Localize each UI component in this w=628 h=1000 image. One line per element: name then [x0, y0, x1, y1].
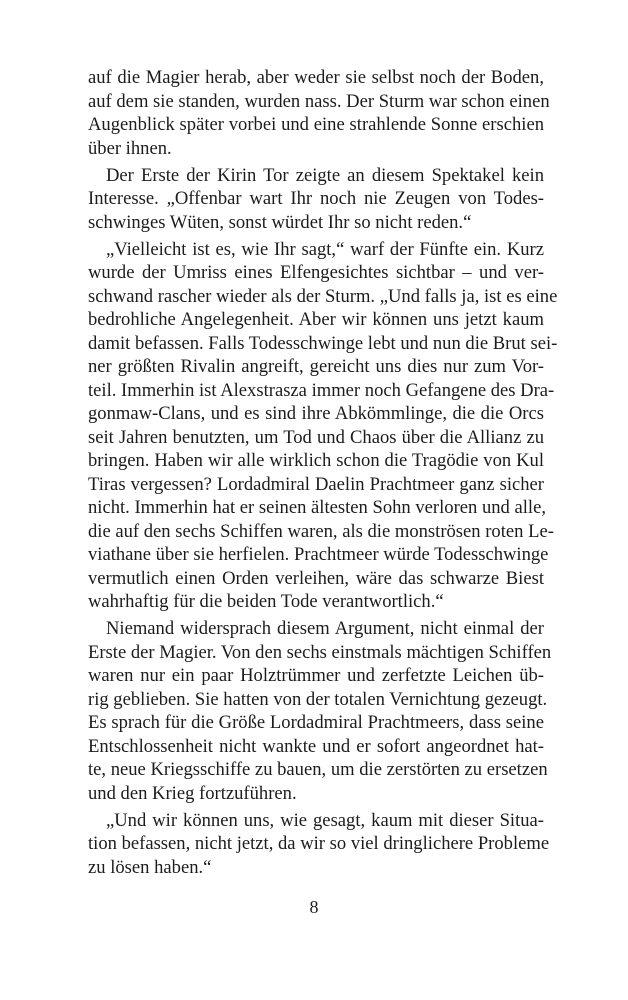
text-line: schwand rascher wieder als der Sturm. „Und falls ja, ist es eine — [88, 285, 558, 307]
text-line: Interesse. „Offenbar wart Ihr noch nie Zeugen von Todes- — [88, 188, 544, 209]
text-line: Augenblick später vorbei und eine strahlende Sonne erschien — [88, 114, 544, 135]
text-line: „Und wir können uns, wie gesagt, kaum mit dieser Situa- — [106, 809, 544, 831]
text-line: und den Krieg fortzuführen. — [88, 782, 297, 804]
text-line: gonmaw-Clans, und es sind ihre Abkömmlinge, die die Orcs — [88, 403, 544, 424]
text-line: Entschlossenheit nicht wankte und er sofort angeordnet hat- — [88, 735, 544, 757]
text-line: Der Erste der Kirin Tor zeigte an diesem Spektakel kein — [106, 164, 544, 186]
paragraph — [88, 238, 558, 614]
text-line: auf die Magier herab, aber weder sie selbst noch der Boden, — [88, 67, 544, 88]
text-line: viathane über sie herfielen. Prachtmeer würde Todesschwinge — [88, 544, 549, 565]
paragraph — [88, 617, 552, 805]
paragraph — [88, 164, 544, 235]
text-line: tion befassen, nicht jetzt, da wir so viel dringlichere Probleme — [88, 833, 550, 854]
text-line: wahrhaftig für die beiden Tode verantwortlich.“ — [88, 591, 444, 612]
text-line: teil. Immerhin ist Alexstrasza immer noch Gefangene des Dra- — [88, 379, 555, 401]
text-line: die auf den sechs Schiffen waren, als die monströsen roten Le- — [88, 520, 554, 542]
text-line: ner größten Rivalin angreift, gereicht uns dies nur zum Vor- — [88, 356, 544, 377]
text-line: rig geblieben. Sie hatten von der totalen Vernichtung gezeugt. — [88, 688, 548, 710]
text-line: Tiras vergessen? Lordadmiral Daelin Prachtmeer ganz sicher — [88, 473, 544, 495]
text-line: wurde der Umriss eines Elfengesichtes sichtbar – und ver- — [88, 262, 544, 283]
text-line: waren nur ein paar Holztrümmer und zerfetzte Leichen üb- — [88, 665, 544, 686]
text-line: „Vielleicht ist es, wie Ihr sagt,“ warf der Fünfte ein. Kurz — [106, 238, 544, 260]
text-line: te, neue Kriegsschiffe zu bauen, um die zerstörten zu ersetzen — [88, 759, 548, 780]
text-line: über ihnen. — [88, 137, 172, 159]
text-line: zu lösen haben.“ — [88, 856, 212, 878]
text-line: bringen. Haben wir alle wirklich schon die Tragödie von Kul — [88, 450, 544, 471]
body-text — [88, 66, 558, 883]
page-number: 8 — [309, 897, 319, 917]
text-line: damit befassen. Falls Todesschwinge lebt und nun die Brut sei- — [88, 332, 558, 354]
text-line: Niemand widersprach diesem Argument, nicht einmal der — [106, 618, 544, 639]
text-line: Es sprach für die Größe Lordadmiral Prachtmeers, dass seine — [88, 712, 544, 733]
text-line: vermutlich einen Orden verleihen, wäre das schwarze Biest — [88, 567, 544, 589]
text-line: Erste der Magier. Von den sechs einstmals mächtigen Schiffen — [88, 641, 552, 663]
text-line: auf dem sie standen, wurden nass. Der Sturm war schon einen — [88, 90, 550, 112]
text-line: bedrohliche Angelegenheit. Aber wir können uns jetzt kaum — [88, 309, 544, 330]
text-line: schwinges Wüten, sonst würdet Ihr so nicht reden.“ — [88, 211, 472, 233]
text-line: seit Jahren benutzten, um Tod und Chaos über die Allianz zu — [88, 426, 544, 448]
paragraph — [88, 809, 550, 880]
paragraph — [88, 66, 550, 160]
text-line: nicht. Immerhin hat er seinen ältesten Sohn verloren und alle, — [88, 497, 546, 518]
